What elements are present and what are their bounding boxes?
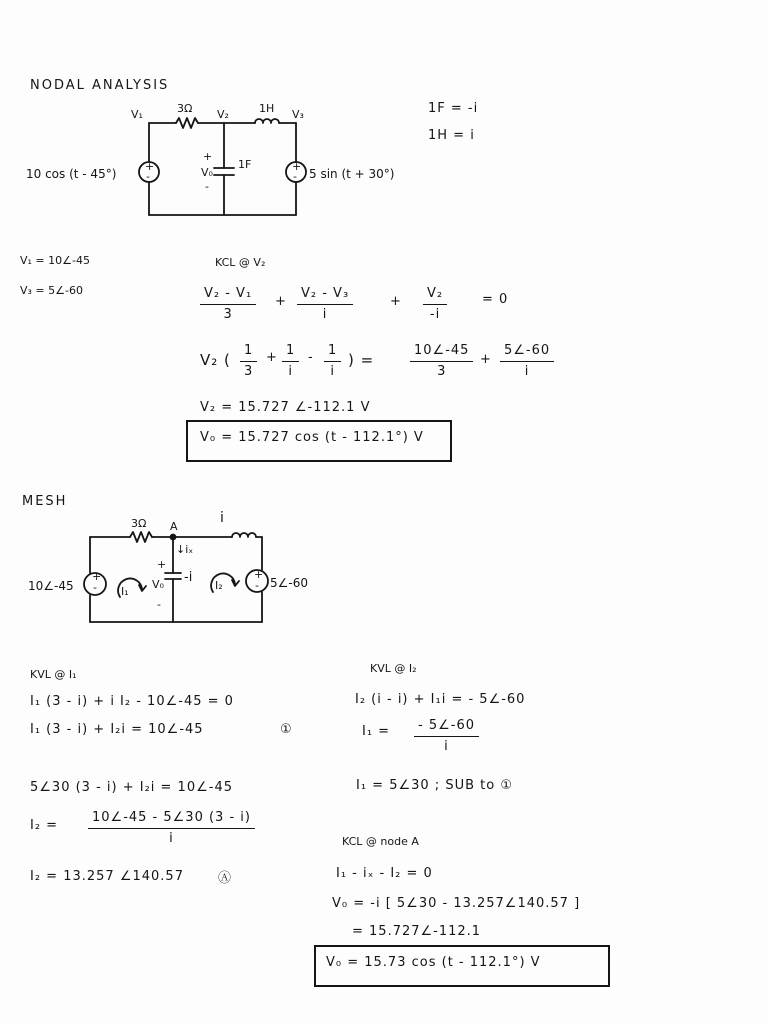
eq2-s-num: 5∠-60 xyxy=(500,343,554,362)
kvl2-line1: I₂ (i - i) + I₁i = - 5∠-60 xyxy=(355,692,526,707)
kvl2-lhs: I₁ = xyxy=(362,724,391,739)
eq1-term2-den: i xyxy=(322,307,328,322)
label-cap: 1F xyxy=(238,158,252,171)
v2-result: V₂ = 15.727 ∠-112.1 V xyxy=(200,400,371,415)
kvl1-line2: I₁ (3 - i) + I₂i = 10∠-45 xyxy=(30,722,204,737)
nodal-title: NODAL ANALYSIS xyxy=(30,78,170,93)
eq2-frac-s xyxy=(500,343,554,380)
mesh-label-vo: V₀ xyxy=(152,578,164,591)
kvl1-line1: I₁ (3 - i) + i I₂ - 10∠-45 = 0 xyxy=(30,694,234,709)
eq1-term3-den: -i xyxy=(429,307,441,322)
mesh-label-ind: i xyxy=(220,510,224,526)
mesh-label-cap: -i xyxy=(184,570,193,585)
label-v2: V₂ xyxy=(217,108,229,121)
eq1-term2-num: V₂ - V₃ xyxy=(297,286,353,305)
eq2-frac-c xyxy=(324,343,341,380)
label-l: 1H xyxy=(259,102,275,115)
label-src-left: 10 cos (t - 45°) xyxy=(26,167,117,181)
eq2-lead: V₂ ( xyxy=(200,351,231,369)
eq1-term2 xyxy=(297,286,353,323)
eq2-a-den: 3 xyxy=(244,364,254,379)
i2-tag: Ⓐ xyxy=(218,871,233,886)
label-vo-plus: + xyxy=(203,150,213,163)
eq2-frac-b xyxy=(282,343,299,380)
kcl-v2-title: KCL @ V₂ xyxy=(215,256,266,269)
eq2-minus: - xyxy=(308,350,314,365)
kvl1-tag: ① xyxy=(280,722,293,737)
kcl-line2: V₀ = -i [ 5∠30 - 13.257∠140.57 ] xyxy=(332,896,581,911)
eq2-b-num: 1 xyxy=(282,343,299,362)
mesh-title: MESH xyxy=(22,494,68,509)
eq1-term3-num: V₂ xyxy=(423,286,447,305)
mesh-label-vo-plus: + xyxy=(157,558,167,571)
vo-result: V₀ = 15.727 cos (t - 112.1°) V xyxy=(200,430,424,445)
mesh-inductor xyxy=(232,533,256,537)
mesh-label-src-left: 10∠-45 xyxy=(28,579,74,593)
eq1-term3 xyxy=(423,286,447,323)
label-r: 3Ω xyxy=(177,102,193,115)
kvl2-num: - 5∠-60 xyxy=(414,718,479,737)
i2-num: 10∠-45 - 5∠30 (3 - i) xyxy=(88,810,255,829)
label-src-right: 5 sin (t + 30°) xyxy=(309,167,395,181)
src-right-plus: + xyxy=(292,160,302,173)
i1-result: I₁ = 5∠30 ; SUB to ① xyxy=(356,778,513,793)
eq1-term1-num: V₂ - V₁ xyxy=(200,286,256,305)
mesh-label-r: 3Ω xyxy=(131,517,147,530)
eq2-a-num: 1 xyxy=(240,343,257,362)
given-v1: V₁ = 10∠-45 xyxy=(20,254,90,267)
kvl2-title: KVL @ I₂ xyxy=(370,662,417,675)
mesh-label-i2: I₂ xyxy=(215,579,223,592)
eq1-term1-den: 3 xyxy=(223,307,233,322)
sub-line: 5∠30 (3 - i) + I₂i = 10∠-45 xyxy=(30,780,233,795)
eq1-plus1: + xyxy=(275,294,287,309)
resistor-3ohm xyxy=(176,118,198,128)
label-vo-minus: - xyxy=(205,180,209,193)
mesh-label-ix: ↓iₓ xyxy=(176,543,194,556)
given-v3: V₃ = 5∠-60 xyxy=(20,284,83,297)
eq2-s-den: i xyxy=(524,364,530,379)
kcl-line3: = 15.727∠-112.1 xyxy=(352,924,482,939)
mesh-src-left-minus: - xyxy=(93,581,97,594)
label-v3: V₃ xyxy=(292,108,304,121)
eq1-rhs: = 0 xyxy=(482,292,509,307)
eq2-b-den: i xyxy=(288,364,293,379)
eq2-r-num: 10∠-45 xyxy=(410,343,473,362)
label-vo: V₀ xyxy=(201,166,213,179)
mesh-vo-result: V₀ = 15.73 cos (t - 112.1°) V xyxy=(326,955,541,970)
kvl1-title: KVL @ I₁ xyxy=(30,668,77,681)
i2-frac xyxy=(88,810,255,847)
mesh-src-left-plus: + xyxy=(92,570,102,583)
mesh-src-right-plus: + xyxy=(254,568,264,581)
mesh-src-right-minus: - xyxy=(255,579,259,592)
eq2-frac-a xyxy=(240,343,257,380)
mesh-label-node-a: A xyxy=(170,520,178,533)
i2-lhs: I₂ = xyxy=(30,818,59,833)
mesh-label-i1: I₁ xyxy=(121,585,129,598)
i2-den: i xyxy=(169,831,174,846)
eq2-frac-r xyxy=(410,343,473,380)
kcl-node-a-title: KCL @ node A xyxy=(342,835,419,848)
eq1-term1 xyxy=(200,286,256,323)
i2-result: I₂ = 13.257 ∠140.57 xyxy=(30,869,184,884)
src-left-minus: - xyxy=(146,170,150,183)
eq1-plus2: + xyxy=(390,294,402,309)
src-right-minus: - xyxy=(293,170,297,183)
kvl2-frac xyxy=(414,718,479,755)
src-left-plus: + xyxy=(145,160,155,173)
mesh-label-src-right: 5∠-60 xyxy=(270,576,308,590)
eq2-rplus: + xyxy=(480,352,492,367)
eq2-plus: + xyxy=(266,350,278,365)
label-v1: V₁ xyxy=(131,108,143,121)
impedance-capacitor: 1F = -i xyxy=(428,101,479,116)
inductor-1h xyxy=(255,119,279,123)
impedance-inductor: 1H = i xyxy=(428,128,475,143)
kcl-line1: I₁ - iₓ - I₂ = 0 xyxy=(336,866,433,881)
kvl2-den: i xyxy=(444,739,449,754)
eq2-close: ) = xyxy=(348,351,375,369)
mesh-label-vo-minus: - xyxy=(157,598,161,611)
mesh-resistor xyxy=(130,532,152,542)
eq2-c-den: i xyxy=(330,364,335,379)
eq2-c-num: 1 xyxy=(324,343,341,362)
eq2-r-den: 3 xyxy=(437,364,447,379)
